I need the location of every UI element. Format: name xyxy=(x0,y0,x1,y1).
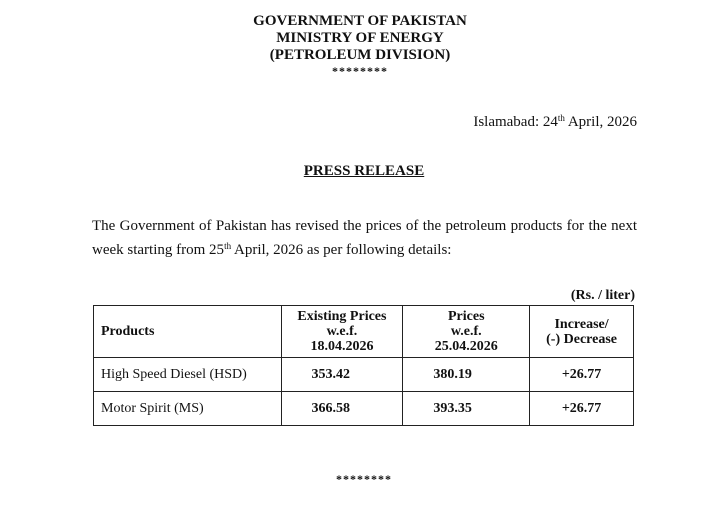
row-change: +26.77 xyxy=(530,358,634,392)
dateline-suffix: th xyxy=(557,113,565,123)
dateline xyxy=(473,114,637,131)
price-table xyxy=(93,305,634,426)
letterhead xyxy=(0,13,720,78)
paragraph-suffix: th xyxy=(224,241,232,251)
header-existing-prices xyxy=(281,306,403,358)
header-existing-line1: Existing Prices xyxy=(297,309,387,324)
header-separator: ******** xyxy=(332,64,388,78)
table-header-row xyxy=(94,306,634,358)
document-title: PRESS RELEASE xyxy=(303,163,425,179)
header-new-prices xyxy=(403,306,530,358)
paragraph-part1: The Government of Pakistan has revised the prices of the petroleum products for the next week starting from 25 xyxy=(92,218,637,258)
table-row xyxy=(94,392,634,426)
division-line: (PETROLEUM DIVISION) xyxy=(269,47,451,63)
unit-note: (Rs. / liter) xyxy=(570,288,635,303)
body-paragraph xyxy=(92,214,637,262)
header-new-line2: w.e.f. xyxy=(450,324,482,339)
header-change xyxy=(530,306,634,358)
row-new-price: 380.19 xyxy=(403,358,530,392)
header-change-line1: Increase/ xyxy=(554,316,609,332)
row-existing-price: 353.42 xyxy=(281,358,403,392)
header-products: Products xyxy=(94,306,282,358)
table-row xyxy=(94,358,634,392)
government-line: GOVERNMENT OF PAKISTAN xyxy=(253,13,467,29)
paragraph-part2: April, 2026 as per following details: xyxy=(231,242,452,258)
footer-separator: ******** xyxy=(336,472,392,486)
row-product: Motor Spirit (MS) xyxy=(94,392,282,426)
header-existing-line2: w.e.f. xyxy=(326,324,358,339)
row-existing-price: 366.58 xyxy=(281,392,403,426)
ministry-line: MINISTRY OF ENERGY xyxy=(276,30,444,46)
header-change-line2: (-) Decrease xyxy=(546,331,618,347)
dateline-place: Islamabad: 24 xyxy=(473,114,558,130)
header-new-line1: Prices xyxy=(447,309,485,324)
header-new-line3: 25.04.2026 xyxy=(434,339,498,354)
row-new-price: 393.35 xyxy=(403,392,530,426)
header-existing-line3: 18.04.2026 xyxy=(310,339,374,354)
row-product: High Speed Diesel (HSD) xyxy=(94,358,282,392)
row-change: +26.77 xyxy=(530,392,634,426)
dateline-rest: April, 2026 xyxy=(564,114,637,130)
